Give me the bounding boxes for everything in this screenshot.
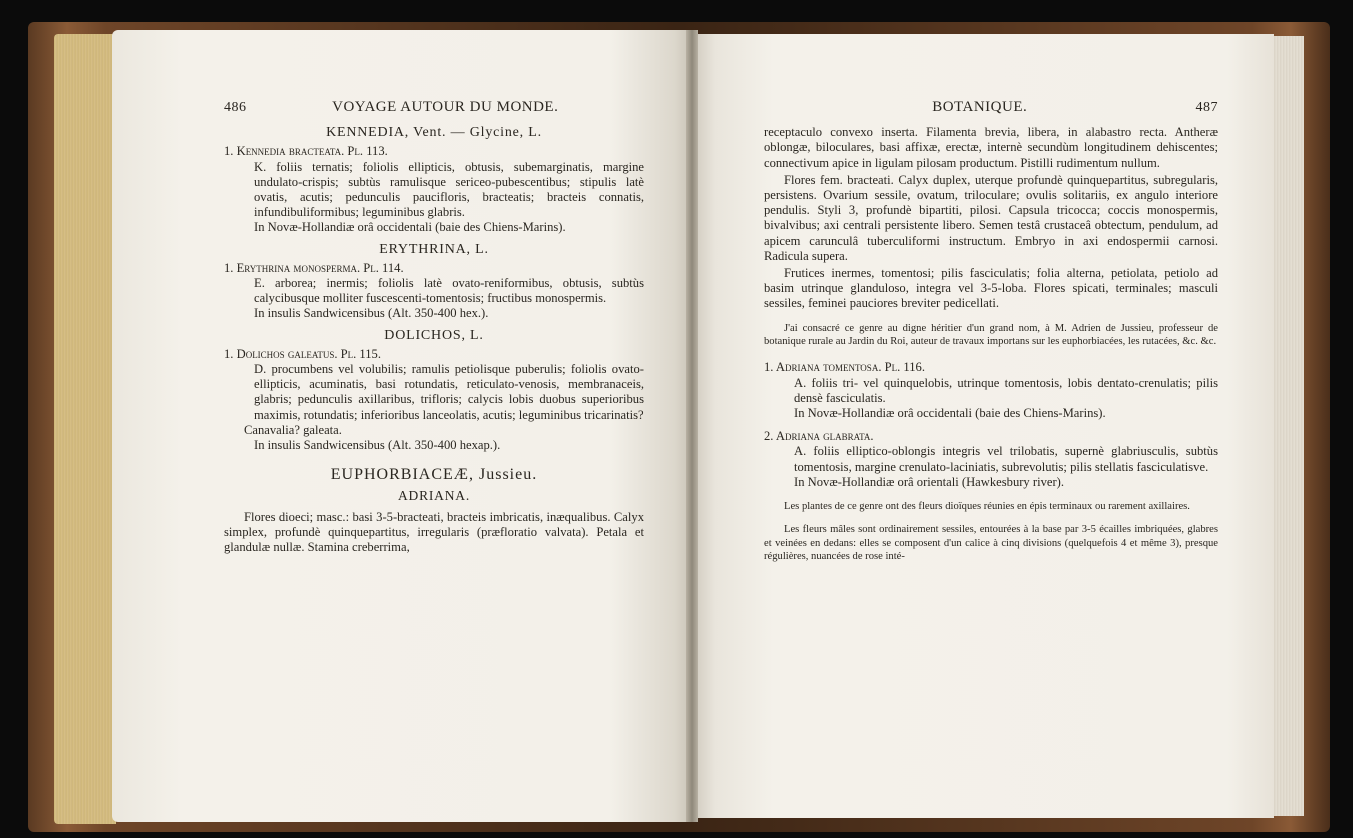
species-name: 1. Kennedia bracteata. Pl. 113. (224, 144, 388, 159)
genus-header-dolichos: DOLICHOS, L. (384, 327, 484, 343)
page-number-left: 486 (224, 100, 247, 115)
left-running-head (224, 100, 644, 115)
right-page-text (764, 100, 1218, 564)
species-name: 2. Adriana glabrata. (764, 429, 874, 444)
species-erythrina-monosperma (224, 261, 644, 322)
book-gutter (686, 30, 698, 822)
note-male-flowers: Les fleurs mâles sont ordinairement sessiles, entourées à la base par 3-5 écailles imbriquées, glabres et veinées en dedans: elles se composent d'un calice à cinq divisions (quelquefois 4 et même 3), presque régulières, nuancées de rose inté- (764, 524, 1218, 563)
species-name: 1. Dolichos galeatus. Pl. 115. (224, 346, 382, 361)
species-habitat: In insulis Sandwicensibus (Alt. 350-400 hexap.). (254, 438, 501, 453)
species-adriana-glabrata (764, 429, 1218, 490)
species-adriana-tomentosa (764, 360, 1218, 421)
species-description: K. foliis ternatis; foliolis ellipticis, obtusis, subemarginatis, margine undulato-crispis; subtùs ramulisque sericeo-pubescentibus; stipulis latè ovatis, acutis; pedunculis paucifloris, bracteatis; bracteis connatis, infundibuliformibus; leguminibus glabris. (254, 159, 644, 220)
genus-header-adriana: ADRIANA. (397, 488, 471, 504)
species-name: 1. Adriana tomentosa. Pl. 116. (764, 360, 925, 375)
species-habitat: In Novæ-Hollandiæ orâ occidentali (baie des Chiens-Marins). (794, 406, 1106, 421)
species-name: 1. Erythrina monosperma. Pl. 114. (224, 260, 404, 275)
species-description: E. arborea; inermis; foliolis latè ovato-reniformibus, obtusis, subtùs calycibusque molliter fuscescenti-tomentosis; fructibus monospermis. (254, 276, 644, 306)
paragraph-frutices: Frutices inermes, tomentosi; pilis fasciculatis; folia alterna, petiolata, petiolo ad basim utrinque glanduloso, integra vel 3-5-loba. Flores spicati, terminales; masculi sessiles, feminei pauciores breviter pedicellati. (764, 266, 1218, 311)
right-running-title: BOTANIQUE. (932, 99, 1028, 115)
species-description: D. procumbens vel volubilis; ramulis petiolisque puberulis; foliolis ovato-ellipticis, acuminatis, basi rotundatis, reticulato-venosis, membranaceis, glabris; pedunculis axillaribus, trifloris; calycis lobis duobus superioribus maximis, rotundatis; inferioribus lanceolatis, acutis; leguminibus tricarinatis? (254, 362, 644, 422)
footnote-dedication: J'ai consacré ce genre au digne héritier d'un grand nom, à M. Adrien de Jussieu, professeur de botanique rurale au Jardin du Roi, auteur de travaux importans sur les euphorbiacées, les rutacées, &c. &c. (764, 322, 1218, 348)
adriana-description: Flores dioeci; masc.: basi 3-5-bracteati, bracteis imbricatis, inæqualibus. Calyx simplex, profundè quinquepartitus, irregularis (præfloratio valvata). Petala et glandulæ nullæ. Stamina creberrima, (224, 509, 644, 555)
genus-header-kennedia: KENNEDIA, Vent. — Glycine, L. (326, 125, 542, 141)
species-dolichos-galeatus (224, 347, 644, 453)
species-habitat: In Novæ-Hollandiæ orâ orientali (Hawkesbury river). (794, 474, 1064, 489)
paragraph-flores-feminei: Flores fem. bracteati. Calyx duplex, uterque profundè quinquepartitus, subregularis, persistens. Ovarium sessile, ovatum, triloculare; ovulis solitariis, ex angulo interiore pendulis. Styli 3, profundè bipartiti, pilosi. Capsula tricocca; coccis monospermis, bivalvibus; axi centrali persistente libero. Semen testâ crustaceâ obtectum, pendulum, ad apicem carunculâ tuberculiformi instructum. Embryo in axi endospermii carnosi. Radicula supera. (764, 172, 1218, 263)
left-page-text (224, 100, 644, 555)
species-kennedia-bracteata (224, 144, 644, 235)
paragraph-stamina-continued: receptaculo convexo inserta. Filamenta brevia, libera, in alabastro recta. Antheræ oblongæ, biloculares, basi affixæ, erectæ, internè secundùm longitudinem dehiscentes; connectivum apice in ligulam pilosam productum. Pistilli rudimentum nullum. (764, 125, 1218, 170)
genus-header-erythrina: ERYTHRINA, L. (379, 241, 489, 257)
family-header-euphorbiaceae: EUPHORBIACEÆ, Jussieu. (330, 466, 538, 484)
right-running-head (764, 100, 1218, 115)
species-description: A. foliis tri- vel quinquelobis, utrinque tomentosis, lobis dentato-crenulatis; pilis densè fasciculatis. (794, 375, 1218, 405)
species-synonym: Canavalia? galeata. (244, 422, 342, 437)
left-running-title: VOYAGE AUTOUR DU MONDE. (332, 99, 559, 115)
note-dioecious-flowers: Les plantes de ce genre ont des fleurs dioïques réunies en épis terminaux ou rarement axillaires. (784, 501, 1190, 513)
species-description: A. foliis elliptico-oblongis integris vel trilobatis, supernè glabriusculis, subtùs tomentosis, margine crenulato-laciniatis, subrevolutis; pilis stellatis fasciculatisve. (794, 444, 1218, 474)
species-habitat: In Novæ-Hollandiæ orâ occidentali (baie des Chiens-Marins). (254, 220, 566, 235)
page-edges-left (54, 34, 116, 824)
species-habitat: In insulis Sandwicensibus (Alt. 350-400 hex.). (254, 306, 489, 321)
page-number-right: 487 (1195, 100, 1218, 115)
